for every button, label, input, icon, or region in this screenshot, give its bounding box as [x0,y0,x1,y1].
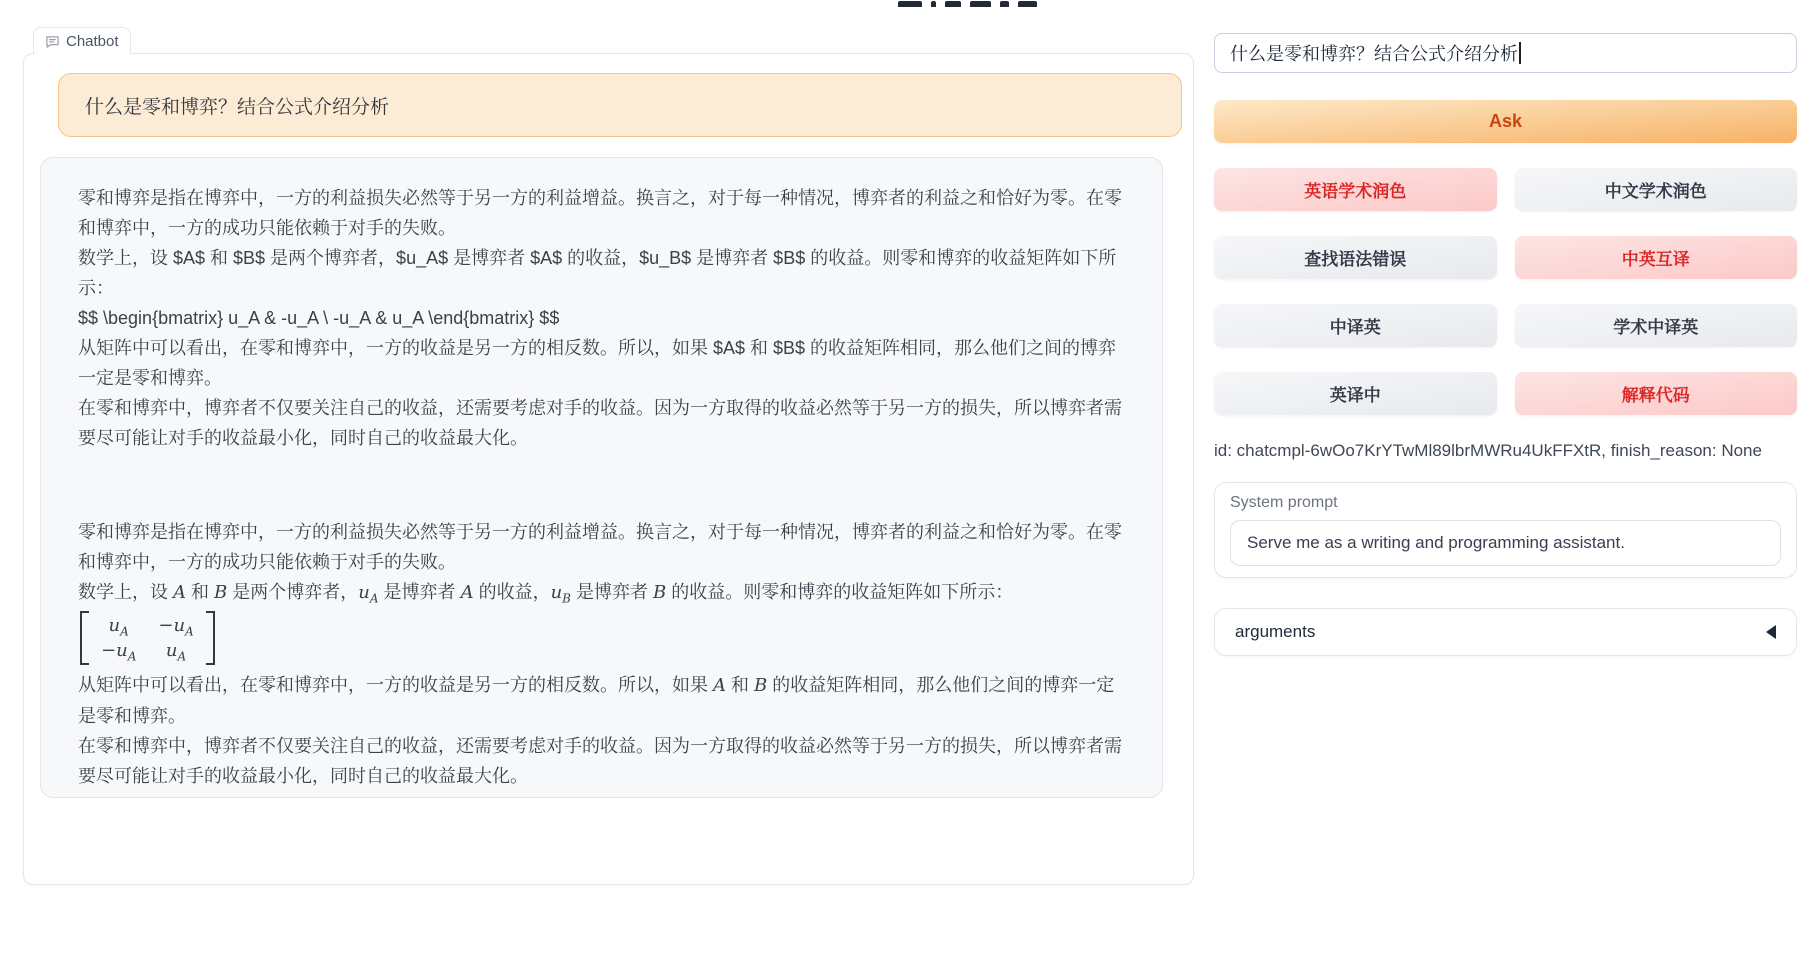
rendered-matrix [80,611,1132,665]
quick-actions-grid [1214,168,1797,415]
clipped-page-title-fragment [898,0,1037,7]
bot-rendered-paragraph: 零和博弈是指在博弈中，一方的利益损失必然等于另一方的利益增益。换言之，对于每一种情况，博弈者的利益之和恰好为零。在零和博弈中，一方的成功只能依赖于对手的失败。 [78,522,1122,572]
quick-action-en-to-zh[interactable]: 英译中 [1214,372,1497,415]
matrix-left-bracket [80,611,89,665]
chatbot-panel [23,53,1194,885]
system-prompt-input[interactable] [1230,520,1781,566]
bot-raw-paragraph: 数学上，设 $A$ 和 $B$ 是两个博弈者，$u_A$ 是博弈者 $A$ 的收益，$u_B$ 是博弈者 $B$ 的收益。则零和博弈的收益矩阵如下所示： [78,248,1117,298]
user-message-bubble [58,73,1182,137]
quick-action-explain-code[interactable]: 解释代码 [1515,372,1798,415]
question-input[interactable] [1214,33,1797,73]
bot-rendered-paragraph: 数学上，设 A 和 B 是两个博弈者，$u_A$ 是博弈者 A 的收益，$u_B$ 是博弈者 B 的收益。则零和博弈的收益矩阵如下所示： [78,582,1014,606]
quick-action-zh-en-mutual-translate[interactable]: 中英互译 [1515,236,1798,279]
bot-rendered-paragraph: 从矩阵中可以看出，在零和博弈中，一方的收益是另一方的相反数。所以，如果 A 和 B 的收益矩阵相同，那么他们之间的博弈一定是零和博弈。 [78,675,1115,726]
bot-rendered-paragraph: 在零和博弈中，博弈者不仅要关注自己的收益，还需要考虑对手的收益。因为一方取得的收益必然等于另一方的损失，所以博弈者需要尽可能让对手的收益最小化，同时自己的收益最大化。 [78,736,1122,786]
matrix-cell: $u_A$ [108,615,129,639]
question-input-value: 什么是零和博弈？结合公式介绍分析 [1230,44,1518,64]
system-prompt-label: System prompt [1230,494,1338,511]
quick-action-academic-zh-to-en[interactable]: 学术中译英 [1515,304,1798,347]
response-status-line: id: chatcmpl-6wOo7KrYTwMl89lbrMWRu4UkFFXtR, finish_reason: None [1214,441,1762,460]
matrix-right-bracket [206,611,215,665]
bot-raw-paragraph: 零和博弈是指在博弈中，一方的利益损失必然等于另一方的利益增益。换言之，对于每一种情况，博弈者的利益之和恰好为零。在零和博弈中，一方的成功只能依赖于对手的失败。 [78,188,1122,238]
arguments-accordion-header[interactable] [1214,608,1797,656]
bot-raw-latex-line: $$ \begin{bmatrix} u_A & -u_A \ -u_A & u_A \end{bmatrix} $$ [78,308,560,328]
system-prompt-panel [1214,482,1797,578]
matrix-cell: $u_A$ [165,640,187,664]
matrix-cell: $-u_A$ [101,640,137,664]
quick-action-english-academic-polish[interactable]: 英语学术润色 [1214,168,1497,211]
user-message-text: 什么是零和博弈？结合公式介绍分析 [85,96,390,118]
matrix-cell: $-u_A$ [158,615,194,639]
arguments-accordion-label: arguments [1235,622,1316,641]
text-cursor [1519,42,1521,64]
paragraph-gap [78,453,1132,517]
ask-button[interactable]: Ask [1214,100,1797,143]
chatbot-panel-label-text: Chatbot [66,32,119,50]
bot-raw-paragraph: 从矩阵中可以看出，在零和博弈中，一方的收益是另一方的相反数。所以，如果 $A$ 和 $B$ 的收益矩阵相同，那么他们之间的博弈一定是零和博弈。 [78,338,1117,388]
bot-message-bubble [40,157,1163,798]
chatbot-panel-label [33,27,131,54]
quick-action-zh-to-en[interactable]: 中译英 [1214,304,1497,347]
accordion-collapsed-triangle-icon [1766,625,1776,639]
quick-action-find-grammar-errors[interactable]: 查找语法错误 [1214,236,1497,279]
chat-bubble-icon [45,34,60,49]
system-prompt-value: Serve me as a writing and programming assistant. [1247,533,1625,552]
bot-raw-paragraph: 在零和博弈中，博弈者不仅要关注自己的收益，还需要考虑对手的收益。因为一方取得的收益必然等于另一方的损失，所以博弈者需要尽可能让对手的收益最小化，同时自己的收益最大化。 [78,398,1122,448]
quick-action-chinese-academic-polish[interactable]: 中文学术润色 [1515,168,1798,211]
